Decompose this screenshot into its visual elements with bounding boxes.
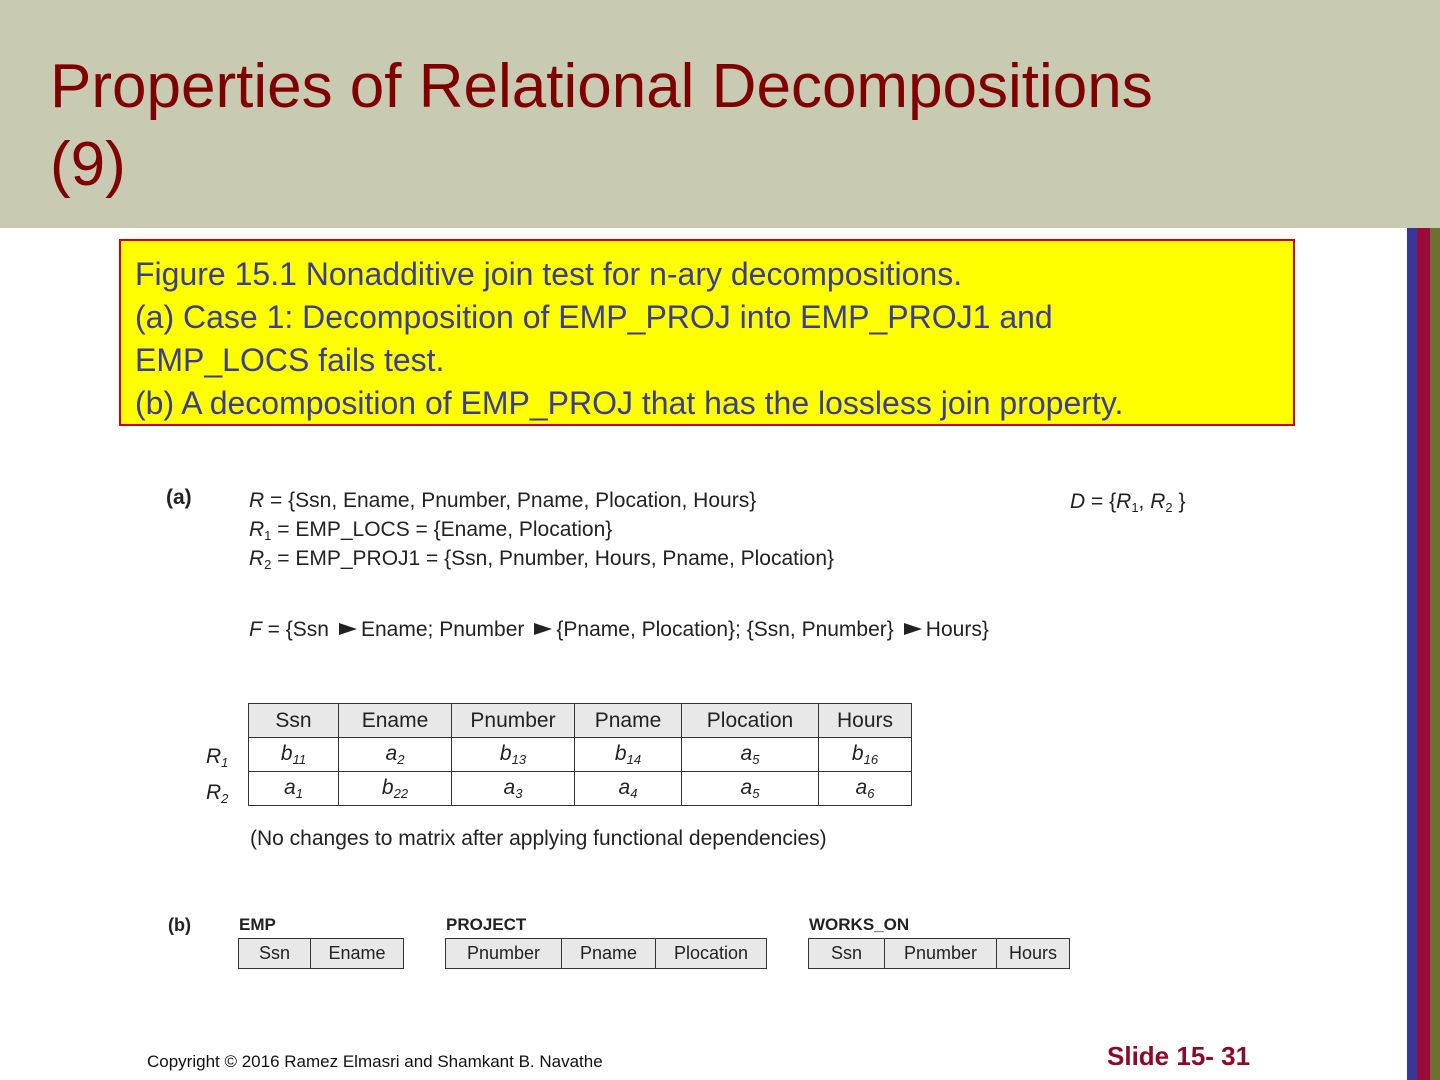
matrix-cell: $b_{13}$ xyxy=(452,738,575,772)
matrix-cell: $a_3$ xyxy=(452,772,575,806)
join-test-matrix xyxy=(248,703,912,806)
attribute-cell: Pnumber xyxy=(885,939,997,969)
relation-name-works-on: WORKS_ON xyxy=(809,915,910,934)
attribute-cell: Ssn xyxy=(809,939,885,969)
relation-r1-definition: $R_1$ = EMP_LOCS = {Ename, Plocation} xyxy=(249,518,613,543)
relation-emp-schema xyxy=(238,938,404,969)
relation-works-on-schema xyxy=(808,938,1070,969)
attribute-cell: Hours xyxy=(997,939,1070,969)
attribute-cell: Ssn xyxy=(239,939,311,969)
caption-line: (b) A decomposition of EMP_PROJ that has the lossless join property. xyxy=(135,385,1124,421)
attribute-cell: Ename xyxy=(311,939,404,969)
decorative-stripe-olive xyxy=(1430,228,1440,1080)
matrix-row-label-r2: $R_2$ xyxy=(206,781,229,806)
slide-title-line-1: Properties of Relational Decompositions xyxy=(50,52,1153,121)
matrix-cell: $a_4$ xyxy=(575,772,682,806)
attribute-cell: Plocation xyxy=(656,939,767,969)
matrix-note: (No changes to matrix after applying functional dependencies) xyxy=(250,827,827,850)
slide-title xyxy=(50,48,1300,204)
arrow-icon xyxy=(339,623,357,635)
matrix-header-cell: Plocation xyxy=(682,704,819,738)
matrix-row xyxy=(249,738,912,772)
title-banner xyxy=(0,0,1440,228)
figure-b-label: (b) xyxy=(168,915,191,935)
slide-number: Slide 15- 31 xyxy=(1107,1041,1251,1071)
relation-r2-definition: $R_2$ = EMP_PROJ1 = {Ssn, Pnumber, Hours, Pname, Plocation} xyxy=(249,547,835,572)
relation-name-project: PROJECT xyxy=(446,915,527,934)
matrix-row xyxy=(249,772,912,806)
matrix-cell: $b_{14}$ xyxy=(575,738,682,772)
matrix-cell: $a_2$ xyxy=(339,738,452,772)
matrix-cell: $b_{16}$ xyxy=(819,738,912,772)
figure-a-label: (a) xyxy=(166,486,192,509)
arrow-icon xyxy=(534,623,552,635)
matrix-cell: $a_5$ xyxy=(682,738,819,772)
matrix-cell: $a_5$ xyxy=(682,772,819,806)
matrix-header-row xyxy=(249,704,912,738)
copyright-notice: Copyright © 2016 Ramez Elmasri and Shamkant B. Navathe xyxy=(147,1052,603,1071)
slide-title-line-2: (9) xyxy=(50,130,126,199)
arrow-icon xyxy=(904,623,922,635)
matrix-row-label-r1: $R_1$ xyxy=(206,745,229,770)
relation-r-definition: R = {Ssn, Ename, Pnumber, Pname, Plocation, Hours} xyxy=(249,489,757,512)
matrix-cell: $a_6$ xyxy=(819,772,912,806)
matrix-header-cell: Ssn xyxy=(249,704,339,738)
decomposition-d-definition: $D = \{R_1$, $R_2$ } xyxy=(1070,490,1186,515)
relation-project-schema xyxy=(445,938,767,969)
attribute-cell: Pnumber xyxy=(446,939,562,969)
caption-line: Figure 15.1 Nonadditive join test for n-ary decompositions. xyxy=(135,256,963,292)
caption-line: (a) Case 1: Decomposition of EMP_PROJ into EMP_PROJ1 and xyxy=(135,299,1053,335)
decorative-stripe-red xyxy=(1417,228,1430,1080)
relation-name-emp: EMP xyxy=(239,915,276,934)
matrix-header-cell: Pnumber xyxy=(452,704,575,738)
matrix-cell: $b_{11}$ xyxy=(249,738,339,772)
attribute-cell: Pname xyxy=(562,939,656,969)
matrix-cell: $b_{22}$ xyxy=(339,772,452,806)
matrix-header-cell: Hours xyxy=(819,704,912,738)
matrix-cell: $a_1$ xyxy=(249,772,339,806)
matrix-header-cell: Ename xyxy=(339,704,452,738)
figure-caption-box xyxy=(119,239,1295,426)
decorative-stripe-blue xyxy=(1407,228,1417,1080)
matrix-header-cell: Pname xyxy=(575,704,682,738)
caption-line: EMP_LOCS fails test. xyxy=(135,342,445,378)
functional-dependencies-f: F = {Ssn Ename; Pnumber {Pname, Plocation}; {Ssn, Pnumber} Hours} xyxy=(249,618,989,641)
